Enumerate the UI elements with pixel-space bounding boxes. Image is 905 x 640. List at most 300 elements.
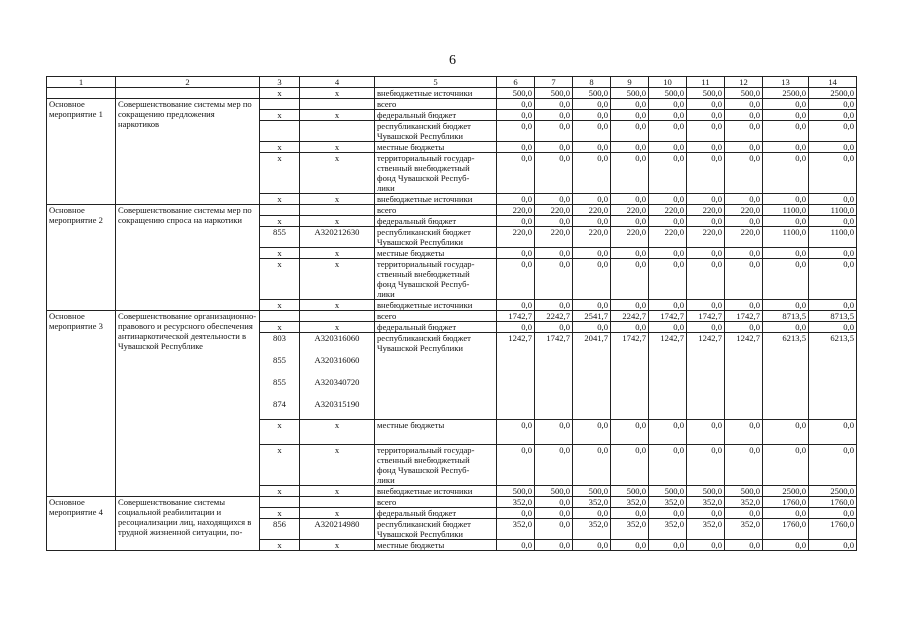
table-row: [47, 311, 857, 322]
value-cell: 352,0: [497, 519, 535, 540]
value-cell: 1242,7: [725, 333, 763, 420]
value-cell: 352,0: [725, 497, 763, 508]
value-cell: 0,0: [763, 248, 809, 259]
value-cell: 0,0: [497, 300, 535, 311]
value-cell: 0,0: [535, 519, 573, 540]
source-cell: республиканский бюджет Чувашской Республики: [375, 227, 497, 248]
value-cell: 0,0: [763, 322, 809, 333]
grbs-cell: x: [260, 194, 300, 205]
value-cell: 0,0: [497, 508, 535, 519]
column-header: 14: [809, 77, 857, 88]
value-cell: 0,0: [497, 121, 535, 142]
value-cell: 352,0: [573, 519, 611, 540]
grbs-cell: [260, 99, 300, 110]
value-cell: 0,0: [573, 300, 611, 311]
value-cell: 500,0: [611, 88, 649, 99]
measure-4-name: Совершенствование системы социальной реабилитации и ресоциализации лиц, находящихся в трудной жизненной ситуации, по-: [116, 497, 260, 551]
value-cell: 2500,0: [763, 88, 809, 99]
column-header: 2: [116, 77, 260, 88]
value-cell: 2242,7: [535, 311, 573, 322]
source-cell: федеральный бюджет: [375, 322, 497, 333]
measure-2-label: Основное мероприятие 2: [47, 205, 116, 311]
value-cell: 0,0: [809, 194, 857, 205]
source-cell: внебюджетные источники: [375, 486, 497, 497]
value-cell: 352,0: [649, 497, 687, 508]
value-cell: 0,0: [687, 259, 725, 300]
value-cell: 0,0: [809, 142, 857, 153]
grbs-cell: x: [260, 216, 300, 227]
csr-cell: [300, 121, 375, 142]
value-cell: 220,0: [611, 227, 649, 248]
csr-cell: x: [300, 216, 375, 227]
source-cell: всего: [375, 311, 497, 322]
value-cell: 1242,7: [649, 333, 687, 420]
value-cell: 0,0: [649, 445, 687, 486]
source-cell: всего: [375, 99, 497, 110]
csr-cell: x: [300, 420, 375, 445]
empty-cell: [47, 88, 116, 99]
value-cell: 0,0: [763, 540, 809, 551]
value-cell: 0,0: [573, 420, 611, 445]
value-cell: 0,0: [725, 194, 763, 205]
value-cell: 0,0: [687, 110, 725, 121]
value-cell: 0,0: [611, 99, 649, 110]
value-cell: 0,0: [535, 259, 573, 300]
value-cell: 0,0: [725, 300, 763, 311]
value-cell: 220,0: [725, 205, 763, 216]
source-cell: внебюджетные источники: [375, 194, 497, 205]
csr-cell: x: [300, 194, 375, 205]
value-cell: 0,0: [611, 300, 649, 311]
value-cell: 6213,5: [763, 333, 809, 420]
value-cell: 0,0: [573, 121, 611, 142]
value-cell: 220,0: [497, 227, 535, 248]
csr-cell: x: [300, 259, 375, 300]
budget-table: [46, 76, 857, 551]
value-cell: 220,0: [725, 227, 763, 248]
value-cell: 220,0: [649, 205, 687, 216]
value-cell: 0,0: [497, 259, 535, 300]
value-cell: 0,0: [573, 110, 611, 121]
value-cell: 0,0: [763, 259, 809, 300]
column-header: 10: [649, 77, 687, 88]
grbs-cell: [260, 497, 300, 508]
value-cell: 1742,7: [535, 333, 573, 420]
value-cell: 0,0: [611, 216, 649, 227]
value-cell: 0,0: [535, 110, 573, 121]
value-cell: 500,0: [725, 88, 763, 99]
value-cell: 0,0: [725, 445, 763, 486]
page-number: 6: [449, 53, 456, 68]
value-cell: 0,0: [535, 216, 573, 227]
source-cell: федеральный бюджет: [375, 216, 497, 227]
value-cell: 0,0: [809, 153, 857, 194]
value-cell: 0,0: [535, 121, 573, 142]
value-cell: 0,0: [573, 216, 611, 227]
measure-3-label: Основное мероприятие 3: [47, 311, 116, 497]
value-cell: 0,0: [611, 121, 649, 142]
grbs-cell: x: [260, 486, 300, 497]
source-cell: местные бюджеты: [375, 540, 497, 551]
source-cell: внебюджетные источники: [375, 300, 497, 311]
value-cell: 1760,0: [809, 497, 857, 508]
column-header: 6: [497, 77, 535, 88]
value-cell: 0,0: [809, 300, 857, 311]
value-cell: 0,0: [535, 194, 573, 205]
grbs-cell: x: [260, 300, 300, 311]
value-cell: 0,0: [763, 194, 809, 205]
source-cell: местные бюджеты: [375, 420, 497, 445]
csr-cell: x: [300, 322, 375, 333]
grbs-cell: 855: [260, 227, 300, 248]
value-cell: 0,0: [809, 322, 857, 333]
value-cell: 1742,7: [649, 311, 687, 322]
csr-cell: x: [300, 110, 375, 121]
value-cell: 0,0: [809, 216, 857, 227]
value-cell: 0,0: [611, 508, 649, 519]
source-cell: республиканский бюджет Чувашской Республики: [375, 519, 497, 540]
value-cell: 0,0: [573, 540, 611, 551]
value-cell: 352,0: [573, 497, 611, 508]
value-cell: 0,0: [725, 259, 763, 300]
value-cell: 0,0: [763, 121, 809, 142]
value-cell: 0,0: [649, 121, 687, 142]
value-cell: 500,0: [687, 88, 725, 99]
value-cell: 220,0: [573, 227, 611, 248]
value-cell: 0,0: [535, 248, 573, 259]
grbs-cell: [260, 121, 300, 142]
value-cell: 0,0: [725, 142, 763, 153]
value-cell: 0,0: [497, 99, 535, 110]
value-cell: 0,0: [649, 322, 687, 333]
value-cell: 352,0: [611, 519, 649, 540]
value-cell: 1760,0: [763, 519, 809, 540]
grbs-cell: [260, 205, 300, 216]
value-cell: 0,0: [687, 322, 725, 333]
value-cell: 2500,0: [763, 486, 809, 497]
value-cell: 0,0: [535, 420, 573, 445]
value-cell: 0,0: [809, 259, 857, 300]
value-cell: 0,0: [611, 420, 649, 445]
value-cell: 0,0: [497, 110, 535, 121]
value-cell: 220,0: [649, 227, 687, 248]
value-cell: 0,0: [497, 540, 535, 551]
value-cell: 0,0: [763, 99, 809, 110]
value-cell: 0,0: [687, 508, 725, 519]
value-cell: 0,0: [573, 259, 611, 300]
value-cell: 500,0: [725, 486, 763, 497]
value-cell: 500,0: [611, 486, 649, 497]
value-cell: 0,0: [809, 110, 857, 121]
value-cell: 0,0: [649, 142, 687, 153]
value-cell: 352,0: [725, 519, 763, 540]
grbs-cell: x: [260, 445, 300, 486]
csr-cell: x: [300, 88, 375, 99]
grbs-cell: x: [260, 153, 300, 194]
value-cell: 0,0: [535, 300, 573, 311]
value-cell: 0,0: [809, 508, 857, 519]
value-cell: 0,0: [725, 248, 763, 259]
value-cell: 0,0: [535, 99, 573, 110]
value-cell: 0,0: [687, 99, 725, 110]
measure-4-label: Основное мероприятие 4: [47, 497, 116, 551]
empty-cell: [116, 88, 260, 99]
grbs-cell: 856: [260, 519, 300, 540]
value-cell: 0,0: [535, 153, 573, 194]
value-cell: 1742,7: [725, 311, 763, 322]
value-cell: 0,0: [497, 420, 535, 445]
value-cell: 0,0: [497, 194, 535, 205]
table-row: [47, 497, 857, 508]
value-cell: 220,0: [573, 205, 611, 216]
value-cell: 0,0: [687, 121, 725, 142]
value-cell: 0,0: [535, 445, 573, 486]
value-cell: 0,0: [497, 216, 535, 227]
source-cell: местные бюджеты: [375, 142, 497, 153]
value-cell: 0,0: [687, 420, 725, 445]
value-cell: 0,0: [725, 110, 763, 121]
grbs-cell: x: [260, 88, 300, 99]
value-cell: 0,0: [809, 420, 857, 445]
value-cell: 2500,0: [809, 88, 857, 99]
value-cell: 220,0: [687, 227, 725, 248]
csr-cell: А320212630: [300, 227, 375, 248]
value-cell: 220,0: [535, 205, 573, 216]
table-row: [47, 99, 857, 110]
value-cell: 0,0: [611, 153, 649, 194]
column-header: 9: [611, 77, 649, 88]
grbs-cell: x: [260, 420, 300, 445]
value-cell: 500,0: [535, 486, 573, 497]
value-cell: 1100,0: [763, 227, 809, 248]
value-cell: 0,0: [535, 322, 573, 333]
value-cell: 0,0: [687, 445, 725, 486]
value-cell: 0,0: [611, 110, 649, 121]
value-cell: 1242,7: [497, 333, 535, 420]
value-cell: 0,0: [611, 142, 649, 153]
csr-cell: x: [300, 248, 375, 259]
column-header: 8: [573, 77, 611, 88]
value-cell: 0,0: [763, 420, 809, 445]
csr-cell: [300, 99, 375, 110]
column-header: 13: [763, 77, 809, 88]
source-cell: местные бюджеты: [375, 248, 497, 259]
value-cell: 0,0: [763, 445, 809, 486]
csr-cell: x: [300, 142, 375, 153]
measure-1-label: Основное мероприятие 1: [47, 99, 116, 205]
value-cell: 0,0: [573, 322, 611, 333]
value-cell: 0,0: [611, 194, 649, 205]
value-cell: 1760,0: [809, 519, 857, 540]
value-cell: 0,0: [497, 322, 535, 333]
value-cell: 0,0: [725, 322, 763, 333]
value-cell: 220,0: [687, 205, 725, 216]
value-cell: 0,0: [649, 300, 687, 311]
value-cell: 8713,5: [809, 311, 857, 322]
grbs-cell: x: [260, 142, 300, 153]
value-cell: 0,0: [611, 445, 649, 486]
source-cell: территориальный государ- ственный внебюджетный фонд Чувашской Респуб- лики: [375, 153, 497, 194]
column-header: 1: [47, 77, 116, 88]
value-cell: 0,0: [535, 497, 573, 508]
value-cell: 0,0: [497, 153, 535, 194]
value-cell: 0,0: [725, 420, 763, 445]
column-header: 12: [725, 77, 763, 88]
grbs-cell: x: [260, 508, 300, 519]
value-cell: 500,0: [573, 88, 611, 99]
table-row: [47, 88, 857, 99]
value-cell: 0,0: [573, 194, 611, 205]
grbs-cell: x: [260, 322, 300, 333]
value-cell: 6213,5: [809, 333, 857, 420]
value-cell: 0,0: [687, 153, 725, 194]
value-cell: 0,0: [725, 153, 763, 194]
value-cell: 500,0: [497, 88, 535, 99]
value-cell: 352,0: [611, 497, 649, 508]
csr-cell: [300, 205, 375, 216]
value-cell: 1742,7: [497, 311, 535, 322]
value-cell: 0,0: [687, 142, 725, 153]
value-cell: 0,0: [649, 540, 687, 551]
value-cell: 500,0: [497, 486, 535, 497]
source-cell: всего: [375, 497, 497, 508]
value-cell: 0,0: [573, 508, 611, 519]
csr-cell: А320316060 А320316060 А320340720 А320315190: [300, 333, 375, 420]
column-header: 7: [535, 77, 573, 88]
source-cell: территориальный государ- ственный внебюджетный фонд Чувашской Респуб- лики: [375, 445, 497, 486]
value-cell: 1742,7: [611, 333, 649, 420]
value-cell: 0,0: [573, 99, 611, 110]
measure-1-name: Совершенствование системы мер по сокращению предложения наркотиков: [116, 99, 260, 205]
value-cell: 0,0: [687, 540, 725, 551]
csr-cell: [300, 311, 375, 322]
header-row: [47, 77, 857, 88]
grbs-cell: x: [260, 540, 300, 551]
value-cell: 0,0: [573, 153, 611, 194]
value-cell: 0,0: [725, 99, 763, 110]
value-cell: 2500,0: [809, 486, 857, 497]
value-cell: 0,0: [535, 508, 573, 519]
csr-cell: [300, 497, 375, 508]
value-cell: 0,0: [649, 153, 687, 194]
grbs-cell: x: [260, 259, 300, 300]
value-cell: 2242,7: [611, 311, 649, 322]
column-header: 3: [260, 77, 300, 88]
value-cell: 0,0: [687, 300, 725, 311]
value-cell: 0,0: [809, 248, 857, 259]
value-cell: 0,0: [649, 248, 687, 259]
value-cell: 0,0: [763, 153, 809, 194]
value-cell: 0,0: [649, 420, 687, 445]
column-header: 11: [687, 77, 725, 88]
source-cell: всего: [375, 205, 497, 216]
value-cell: 0,0: [611, 248, 649, 259]
table-row: [47, 205, 857, 216]
value-cell: 352,0: [687, 519, 725, 540]
value-cell: 0,0: [649, 508, 687, 519]
value-cell: 0,0: [763, 216, 809, 227]
value-cell: 500,0: [573, 486, 611, 497]
value-cell: 0,0: [809, 99, 857, 110]
grbs-cell: [260, 311, 300, 322]
value-cell: 220,0: [611, 205, 649, 216]
value-cell: 0,0: [809, 445, 857, 486]
value-cell: 0,0: [687, 216, 725, 227]
csr-cell: x: [300, 508, 375, 519]
value-cell: 0,0: [497, 445, 535, 486]
value-cell: 8713,5: [763, 311, 809, 322]
value-cell: 0,0: [725, 540, 763, 551]
value-cell: 1100,0: [763, 205, 809, 216]
value-cell: 0,0: [763, 300, 809, 311]
value-cell: 2041,7: [573, 333, 611, 420]
value-cell: 0,0: [763, 110, 809, 121]
value-cell: 500,0: [649, 88, 687, 99]
value-cell: 352,0: [497, 497, 535, 508]
value-cell: 0,0: [535, 142, 573, 153]
value-cell: 500,0: [687, 486, 725, 497]
measure-3-name: Совершенствование организационно-правового и ресурсного обеспечения антинаркотической деятельности в Чувашской Республике: [116, 311, 260, 497]
value-cell: 0,0: [649, 99, 687, 110]
column-header: 5: [375, 77, 497, 88]
value-cell: 2541,7: [573, 311, 611, 322]
csr-cell: x: [300, 540, 375, 551]
source-cell: республиканский бюджет Чувашской Республики: [375, 121, 497, 142]
source-cell: республиканский бюджет Чувашской Республики: [375, 333, 497, 420]
value-cell: 0,0: [687, 248, 725, 259]
value-cell: 220,0: [497, 205, 535, 216]
csr-cell: x: [300, 445, 375, 486]
value-cell: 0,0: [649, 259, 687, 300]
value-cell: 0,0: [649, 216, 687, 227]
value-cell: 0,0: [611, 322, 649, 333]
value-cell: 0,0: [497, 142, 535, 153]
value-cell: 0,0: [573, 142, 611, 153]
value-cell: 0,0: [763, 508, 809, 519]
value-cell: 0,0: [725, 121, 763, 142]
measure-2-name: Совершенствование системы мер по сокращению спроса на наркотики: [116, 205, 260, 311]
value-cell: 352,0: [649, 519, 687, 540]
value-cell: 0,0: [573, 445, 611, 486]
source-cell: федеральный бюджет: [375, 110, 497, 121]
value-cell: 1760,0: [763, 497, 809, 508]
grbs-cell: 803 855 855 874: [260, 333, 300, 420]
source-cell: внебюджетные источники: [375, 88, 497, 99]
value-cell: 0,0: [611, 540, 649, 551]
value-cell: 1100,0: [809, 227, 857, 248]
value-cell: 0,0: [611, 259, 649, 300]
source-cell: территориальный государ- ственный внебюджетный фонд Чувашской Респуб- лики: [375, 259, 497, 300]
value-cell: 0,0: [535, 540, 573, 551]
grbs-cell: x: [260, 110, 300, 121]
value-cell: 0,0: [649, 194, 687, 205]
column-header: 4: [300, 77, 375, 88]
value-cell: 1100,0: [809, 205, 857, 216]
csr-cell: А320214980: [300, 519, 375, 540]
csr-cell: x: [300, 486, 375, 497]
csr-cell: x: [300, 300, 375, 311]
value-cell: 500,0: [535, 88, 573, 99]
value-cell: 1242,7: [687, 333, 725, 420]
value-cell: 0,0: [497, 248, 535, 259]
value-cell: 0,0: [809, 540, 857, 551]
value-cell: 0,0: [649, 110, 687, 121]
csr-cell: x: [300, 153, 375, 194]
value-cell: 0,0: [809, 121, 857, 142]
value-cell: 0,0: [725, 216, 763, 227]
value-cell: 0,0: [725, 508, 763, 519]
value-cell: 0,0: [763, 142, 809, 153]
